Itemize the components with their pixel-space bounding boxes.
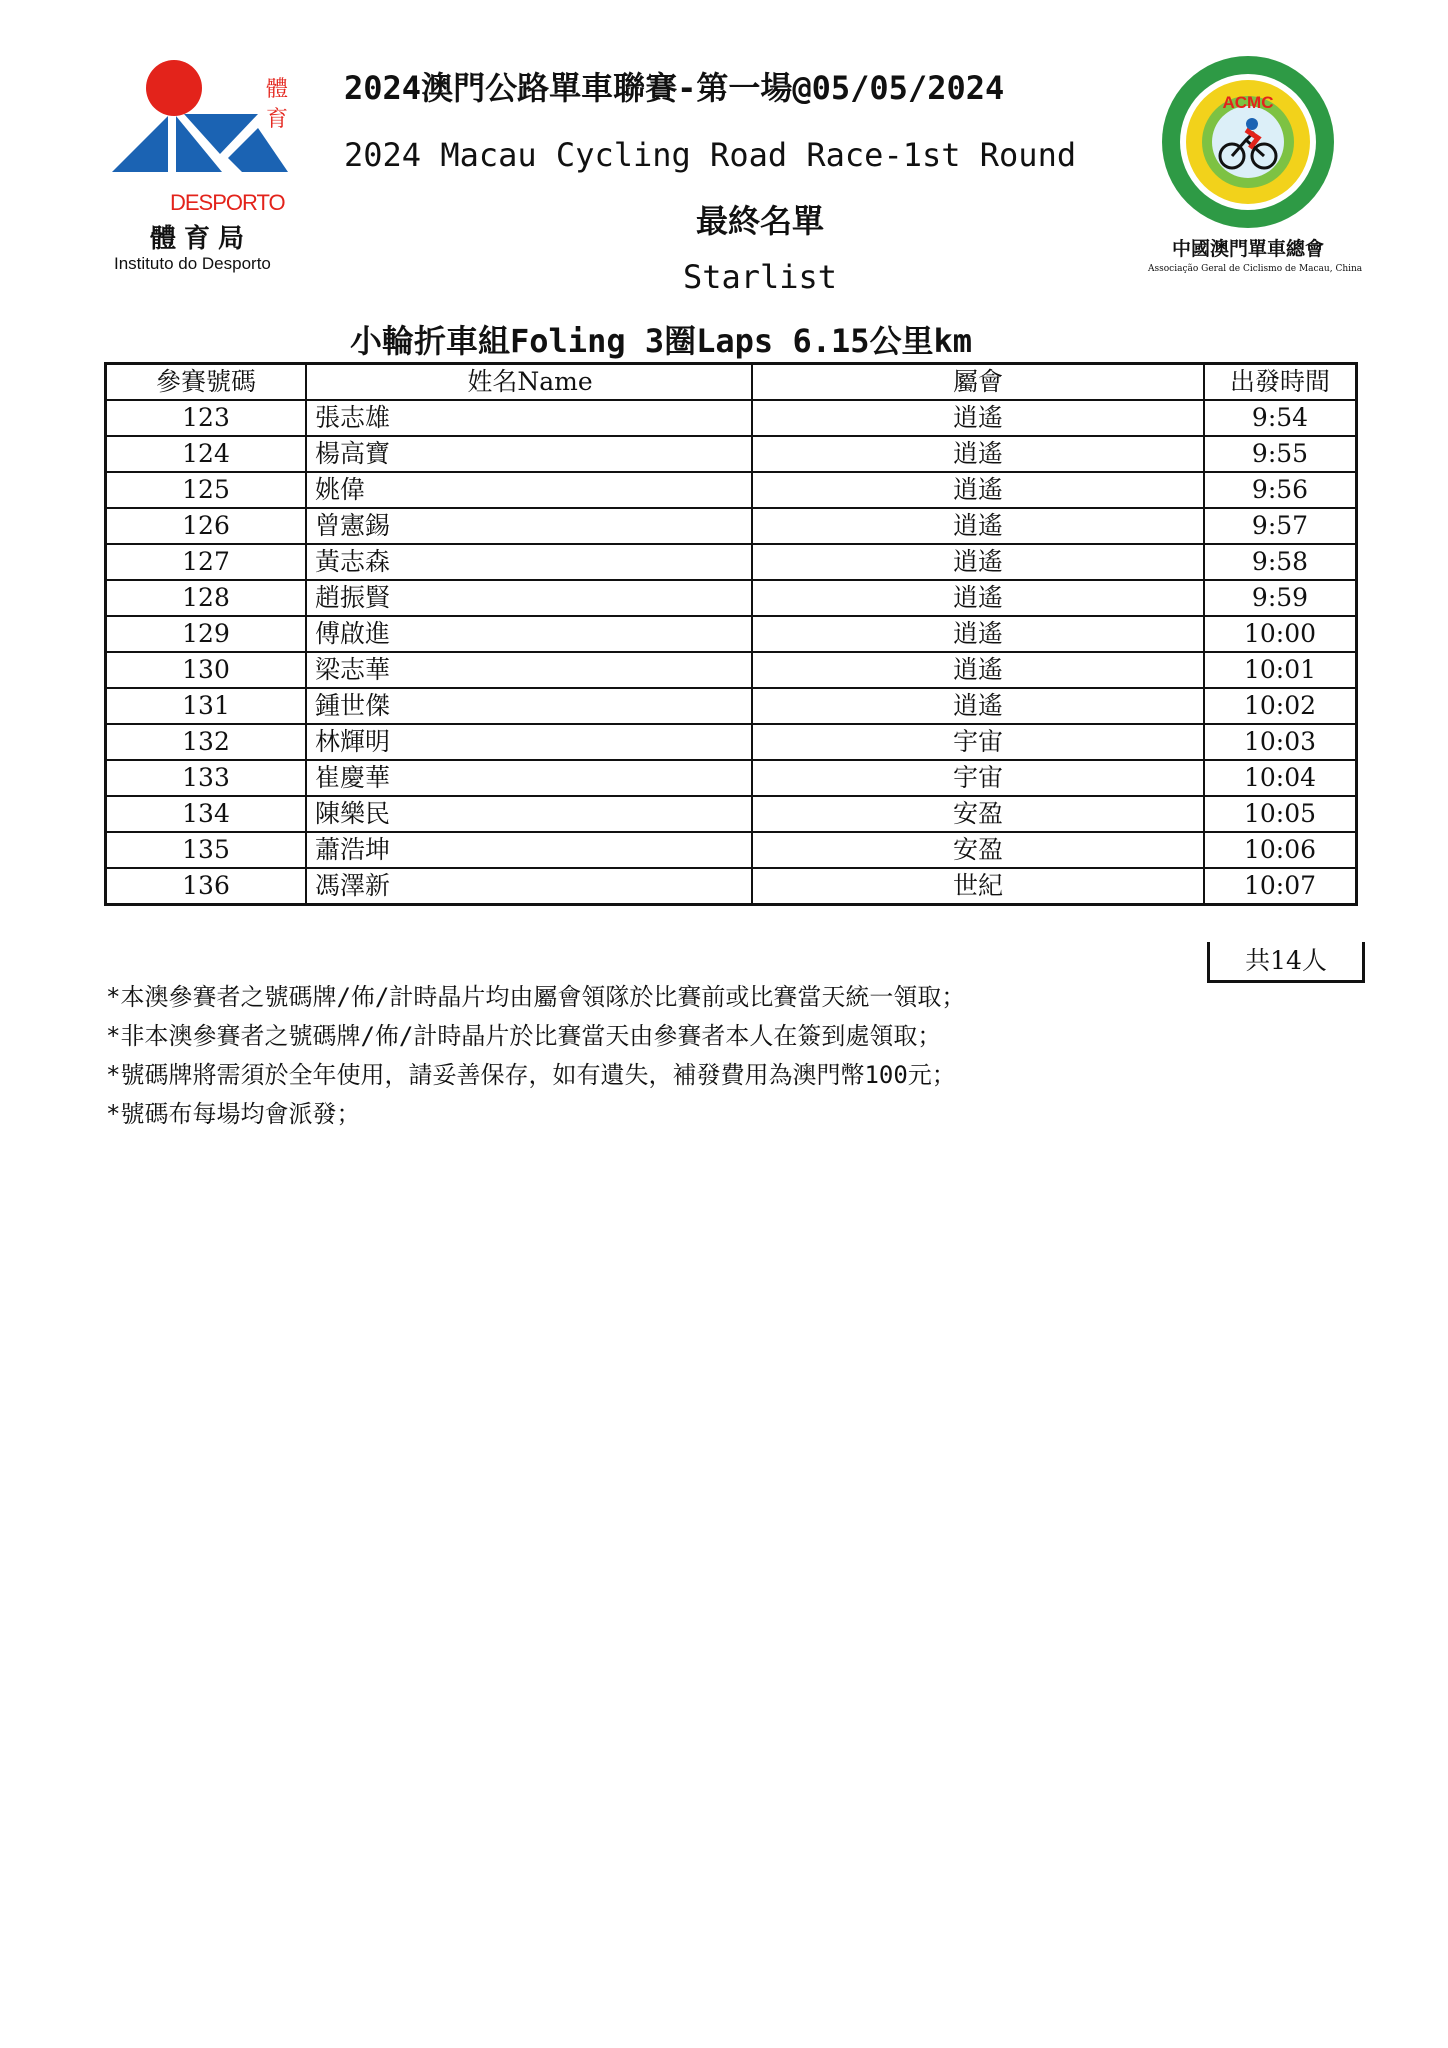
cell-club: 安盈 <box>752 796 1204 832</box>
desporto-brand: DESPORTO <box>170 190 285 215</box>
cell-name: 姚偉 <box>306 472 752 508</box>
cell-name: 黃志森 <box>306 544 752 580</box>
acmc-emblem-icon <box>1148 52 1348 232</box>
table-row <box>106 400 1357 436</box>
cell-time: 9:57 <box>1204 508 1357 544</box>
cell-name: 張志雄 <box>306 400 752 436</box>
cell-bib: 134 <box>106 796 307 832</box>
cell-bib: 136 <box>106 868 307 905</box>
cell-bib: 133 <box>106 760 307 796</box>
cell-bib: 129 <box>106 616 307 652</box>
cell-time: 10:02 <box>1204 688 1357 724</box>
table-row <box>106 760 1357 796</box>
cell-time: 9:58 <box>1204 544 1357 580</box>
cell-name: 傅啟進 <box>306 616 752 652</box>
cell-club: 世紀 <box>752 868 1204 905</box>
acmc-logo <box>1148 52 1363 282</box>
table-row <box>106 868 1357 905</box>
cell-time: 10:07 <box>1204 868 1357 905</box>
cell-bib: 123 <box>106 400 307 436</box>
table-row <box>106 508 1357 544</box>
note-line: *非本澳參賽者之號碼牌/佈/計時晶片於比賽當天由參賽者本人在簽到處領取； <box>106 1022 942 1050</box>
desporto-name-zh: 體育局 <box>150 224 253 254</box>
table-row <box>106 544 1357 580</box>
title-zh: 2024澳門公路單車聯賽-第一場@05/05/2024 <box>344 69 1005 107</box>
table-row <box>106 796 1357 832</box>
cell-club: 安盈 <box>752 832 1204 868</box>
cell-bib: 124 <box>106 436 307 472</box>
cell-club: 逍遙 <box>752 616 1204 652</box>
cell-club: 宇宙 <box>752 760 1204 796</box>
cell-club: 逍遙 <box>752 472 1204 508</box>
cell-bib: 130 <box>106 652 307 688</box>
cell-name: 馮澤新 <box>306 868 752 905</box>
cell-name: 楊高寶 <box>306 436 752 472</box>
desporto-name-pt: Instituto do Desporto <box>114 254 271 273</box>
note-line: *號碼牌將需須於全年使用，請妥善保存，如有遺失，補發費用為澳門幣100元； <box>106 1061 956 1089</box>
cell-bib: 128 <box>106 580 307 616</box>
list-title-en: Starlist <box>682 258 838 296</box>
cell-club: 逍遙 <box>752 544 1204 580</box>
cell-name: 蕭浩坤 <box>306 832 752 868</box>
table-row <box>106 616 1357 652</box>
note-line: *號碼布每場均會派發； <box>106 1100 361 1128</box>
cell-club: 逍遙 <box>752 436 1204 472</box>
note-line: *本澳參賽者之號碼牌/佈/計時晶片均由屬會領隊於比賽前或比賽當天統一領取； <box>106 983 966 1011</box>
cell-club: 逍遙 <box>752 508 1204 544</box>
notes <box>106 978 965 1134</box>
vertical-text-1: 體 <box>266 77 289 102</box>
cell-name: 曾憲錫 <box>306 508 752 544</box>
title-en: 2024 Macau Cycling Road Race-1st Round <box>344 136 1077 174</box>
category-title: 小輪折車組Foling 3圈Laps 6.15公里km <box>350 322 973 360</box>
cell-name: 陳樂民 <box>306 796 752 832</box>
cell-time: 10:05 <box>1204 796 1357 832</box>
desporto-logo <box>112 54 312 284</box>
table-row <box>106 472 1357 508</box>
list-title-zh: 最終名單 <box>695 202 824 240</box>
table-row <box>106 652 1357 688</box>
cell-bib: 135 <box>106 832 307 868</box>
cell-name: 鍾世傑 <box>306 688 752 724</box>
table-row <box>106 436 1357 472</box>
col-header-time: 出發時間 <box>1204 364 1357 401</box>
cell-bib: 131 <box>106 688 307 724</box>
cell-time: 9:55 <box>1204 436 1357 472</box>
desporto-logo-icon <box>112 54 312 194</box>
cell-bib: 132 <box>106 724 307 760</box>
cell-time: 10:01 <box>1204 652 1357 688</box>
total-count: 共14人 <box>1207 942 1365 983</box>
cell-bib: 127 <box>106 544 307 580</box>
starlist-table <box>104 362 1358 906</box>
cell-club: 逍遙 <box>752 580 1204 616</box>
cell-name: 趙振賢 <box>306 580 752 616</box>
cell-time: 9:56 <box>1204 472 1357 508</box>
acmc-badge: ACMC <box>1222 93 1274 112</box>
cell-time: 9:54 <box>1204 400 1357 436</box>
table-row <box>106 724 1357 760</box>
col-header-bib: 參賽號碼 <box>106 364 307 401</box>
cell-time: 10:00 <box>1204 616 1357 652</box>
cell-bib: 125 <box>106 472 307 508</box>
table-header-row <box>106 364 1357 401</box>
col-header-name: 姓名Name <box>306 364 752 401</box>
cell-time: 10:06 <box>1204 832 1357 868</box>
table-row <box>106 832 1357 868</box>
table-row <box>106 580 1357 616</box>
cell-bib: 126 <box>106 508 307 544</box>
acmc-name-zh: 中國澳門單車總會 <box>1171 238 1324 260</box>
acmc-name-pt: Associação Geral de Ciclismo de Macau, China <box>1148 264 1363 274</box>
cell-name: 林輝明 <box>306 724 752 760</box>
cell-name: 崔慶華 <box>306 760 752 796</box>
cell-club: 逍遙 <box>752 688 1204 724</box>
cell-club: 逍遙 <box>752 652 1204 688</box>
cell-time: 10:03 <box>1204 724 1357 760</box>
vertical-text-2: 育 <box>266 107 289 132</box>
cell-name: 梁志華 <box>306 652 752 688</box>
cell-club: 宇宙 <box>752 724 1204 760</box>
col-header-club: 屬會 <box>752 364 1204 401</box>
cell-club: 逍遙 <box>752 400 1204 436</box>
cell-time: 10:04 <box>1204 760 1357 796</box>
cell-time: 9:59 <box>1204 580 1357 616</box>
table-row <box>106 688 1357 724</box>
